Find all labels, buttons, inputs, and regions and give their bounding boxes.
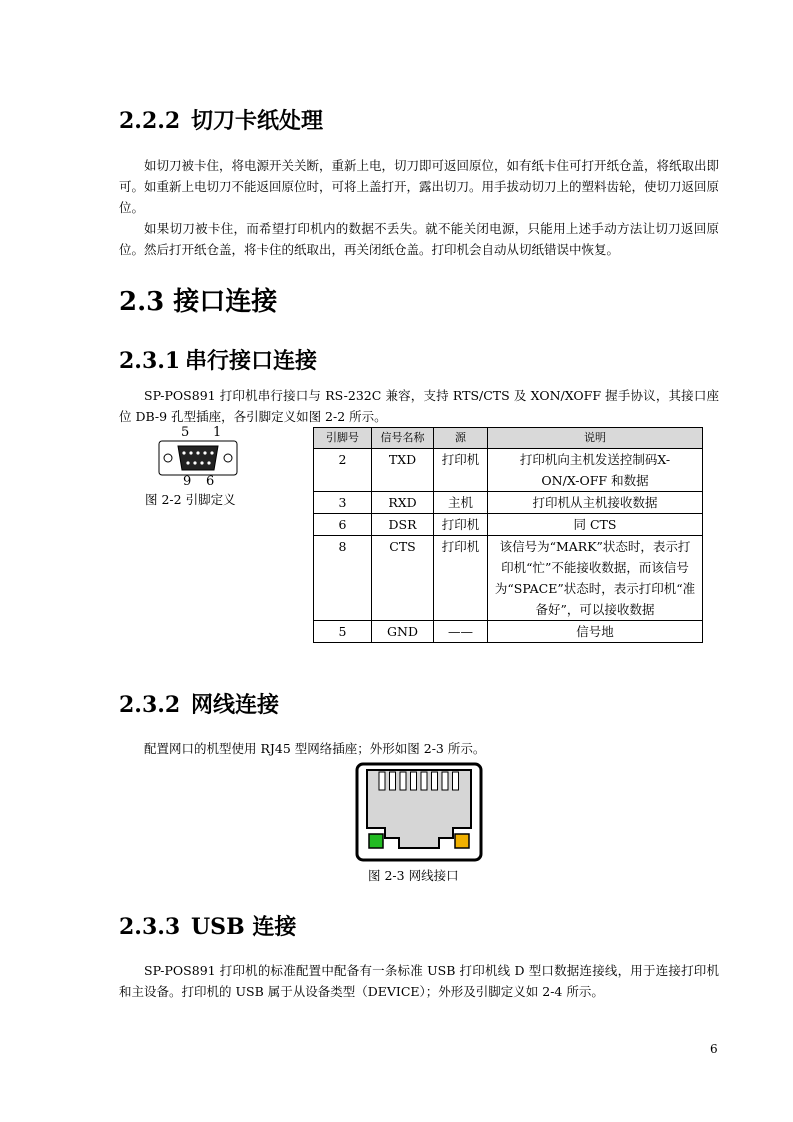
paragraph-block-2-3-3 <box>119 960 719 1002</box>
cell-pin: 2 <box>314 449 372 492</box>
table-row <box>314 449 703 492</box>
cell-pin: 3 <box>314 492 372 514</box>
rj45-jack-icon <box>355 762 483 862</box>
paragraph: 如果切刀被卡住，而希望打印机内的数据不丢失。就不能关闭电源，只能用上述手动方法让切刀返回原位。然后打开纸仓盖，将卡住的纸取出，再关闭纸仓盖。打印机会自动从切纸错误中恢复。 <box>119 221 719 257</box>
db9-connector-icon <box>158 440 238 476</box>
led-green <box>369 834 383 848</box>
section-heading-2-2-2 <box>119 104 323 135</box>
cell-description: 同 CTS <box>488 514 703 536</box>
cell-signal: GND <box>372 621 434 643</box>
cell-pin: 8 <box>314 536 372 621</box>
cell-description: 信号地 <box>488 621 703 643</box>
section-title: 网线连接 <box>191 692 280 718</box>
paragraph-block-2-3-1 <box>119 385 719 427</box>
cell-description: 打印机向主机发送控制码X-ON/X-OFF 和数据 <box>488 449 703 492</box>
rj45-contact-pin <box>421 772 427 790</box>
rj45-contact-pin <box>390 772 396 790</box>
db9-pin-label-9: 9 <box>183 474 192 489</box>
section-number: 2.3.3 <box>119 914 181 940</box>
section-number: 2.3.1 <box>119 348 181 374</box>
cell-pin: 6 <box>314 514 372 536</box>
section-heading-2-3-3 <box>119 910 296 941</box>
rj45-contact-pin <box>432 772 438 790</box>
cell-description: 打印机从主机接收数据 <box>488 492 703 514</box>
rj45-contact-pin <box>453 772 459 790</box>
rj45-contact-pin <box>442 772 448 790</box>
paragraph: SP-POS891 打印机串行接口与 RS-232C 兼容，支持 RTS/CTS 及 XON/XOFF 握手协议，其接口座位 DB-9 孔型插座，各引脚定义如图 2-2 所示。 <box>119 388 719 424</box>
section-title: 串行接口连接 <box>185 348 318 374</box>
header-signal: 信号名称 <box>372 428 434 449</box>
cell-description: 该信号为“MARK”状态时，表示打印机“忙”不能接收数据，而该信号为“SPACE”状态时，表示打印机“准备好”，可以接收数据 <box>488 536 703 621</box>
table-header-row <box>314 428 703 449</box>
cell-source: 打印机 <box>434 514 488 536</box>
db9-pin-label-6: 6 <box>206 474 215 489</box>
db9-pin-label-1: 1 <box>213 425 222 440</box>
cell-source: 打印机 <box>434 449 488 492</box>
paragraph: 如切刀被卡住，将电源开关关断，重新上电，切刀即可返回原位，如有纸卡住可打开纸仓盖，将纸取出即可。如重新上电切刀不能返回原位时，可将上盖打开，露出切刀。用手拔动切刀上的塑料齿轮，使切刀返回原位。 <box>119 158 720 215</box>
rj45-contact-pin <box>400 772 406 790</box>
section-number: 2.2.2 <box>119 108 181 134</box>
cell-signal: RXD <box>372 492 434 514</box>
section-number: 2.3.2 <box>119 692 181 718</box>
figure-caption-2-3: 图 2-3 网线接口 <box>368 868 459 883</box>
page-number: 6 <box>710 1042 718 1056</box>
section-title: USB 连接 <box>191 914 297 940</box>
paragraph-block-2-3-2 <box>119 738 719 759</box>
rj45-contact-pin <box>411 772 417 790</box>
section-heading-2-3-2 <box>119 688 279 719</box>
table-row <box>314 492 703 514</box>
header-description: 说明 <box>488 428 703 449</box>
cell-pin: 5 <box>314 621 372 643</box>
section-title: 2.3 接口连接 <box>119 287 278 317</box>
cell-signal: DSR <box>372 514 434 536</box>
cell-source: 打印机 <box>434 536 488 621</box>
header-source: 源 <box>434 428 488 449</box>
cell-signal: TXD <box>372 449 434 492</box>
led-yellow <box>455 834 469 848</box>
section-heading-2-3 <box>119 281 277 318</box>
rj45-contact-pin <box>379 772 385 790</box>
table-row <box>314 621 703 643</box>
section-heading-2-3-1 <box>119 344 317 375</box>
db9-pin-label-5: 5 <box>181 425 190 440</box>
pin-definition-table <box>313 427 703 643</box>
paragraph: 配置网口的机型使用 RJ45 型网络插座；外形如图 2-3 所示。 <box>144 741 486 756</box>
header-pin: 引脚号 <box>314 428 372 449</box>
paragraph-block-2-2-2 <box>119 155 719 260</box>
table-row <box>314 514 703 536</box>
cell-source: —— <box>434 621 488 643</box>
section-title: 切刀卡纸处理 <box>191 108 324 134</box>
cell-source: 主机 <box>434 492 488 514</box>
cell-signal: CTS <box>372 536 434 621</box>
table-row <box>314 536 703 621</box>
paragraph: SP-POS891 打印机的标准配置中配备有一条标准 USB 打印机线 D 型口数据连接线，用于连接打印机和主设备。打印机的 USB 属于从设备类型（DEVICE）；外形及引脚定义如 2-4 所示。 <box>119 963 719 999</box>
figure-caption-2-2: 图 2-2 引脚定义 <box>145 492 236 507</box>
